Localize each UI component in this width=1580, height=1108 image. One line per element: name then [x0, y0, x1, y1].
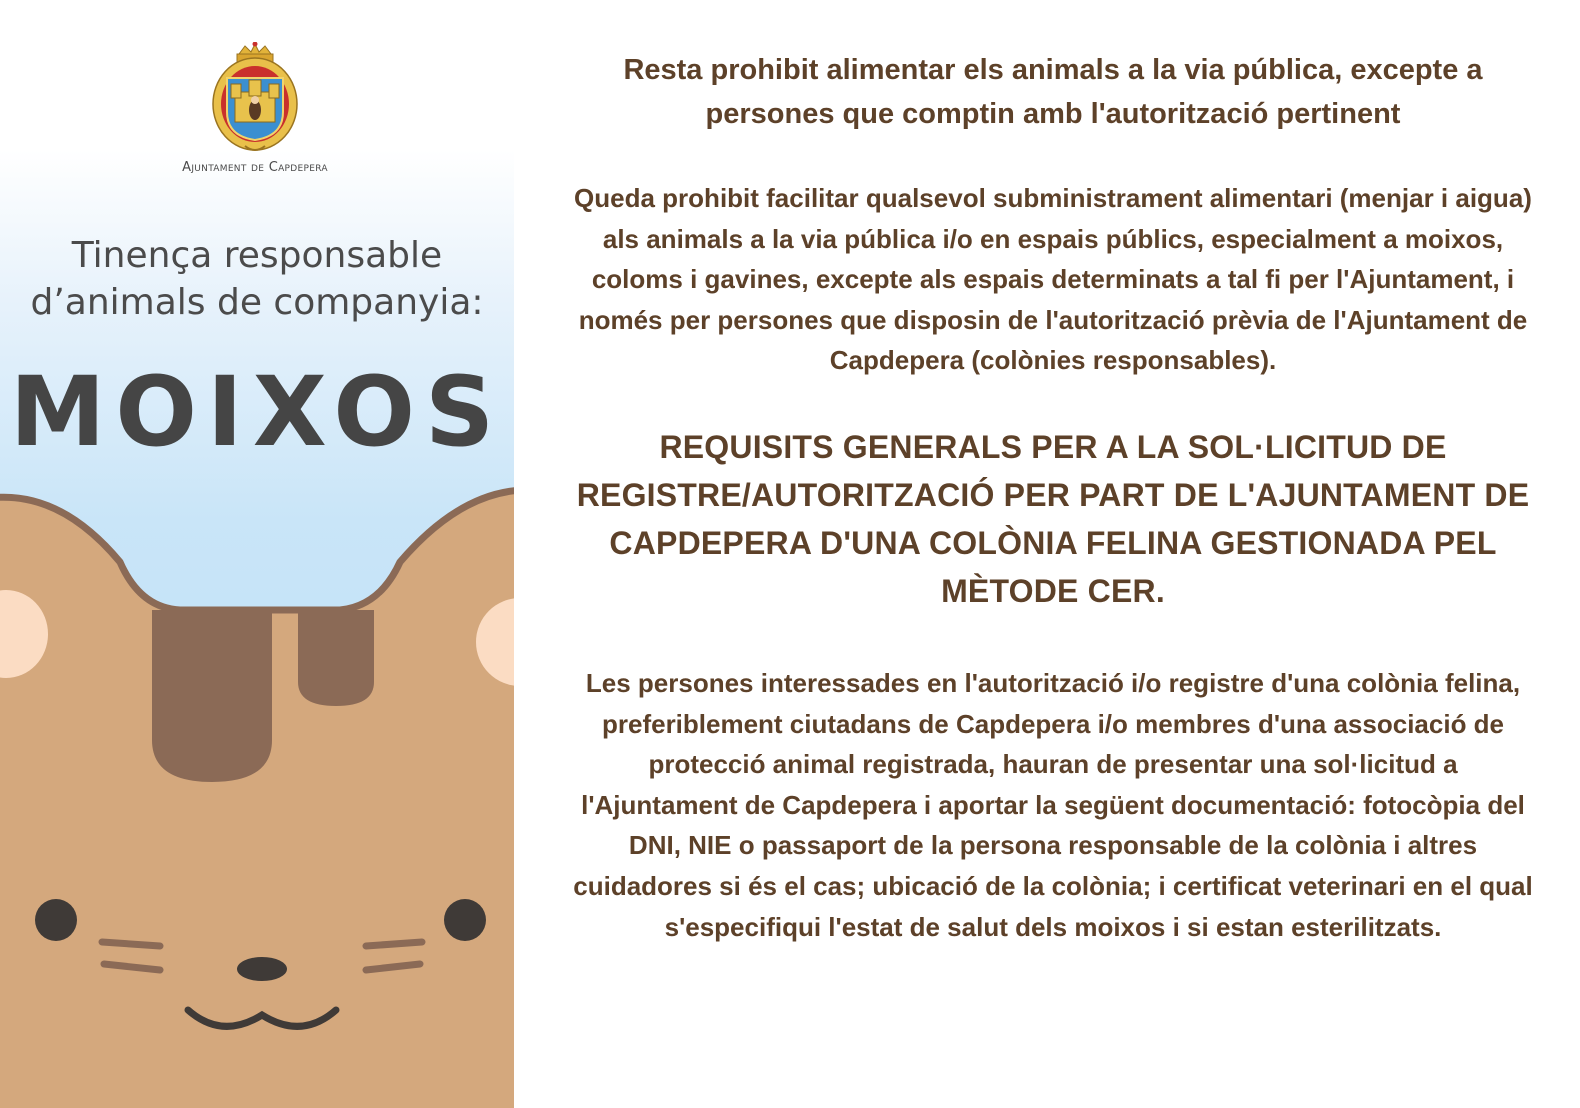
subtitle-line-2: d’animals de companyia: — [30, 282, 484, 323]
prohibition-paragraph: Queda prohibit facilitar qualsevol subministrament alimentari (menjar i aigua) als animals a la via pública i/o en espais públics, especialment a moixos, coloms i gavines, excepte als espais determinats a tal fi per l'Ajuntament, i només per persones que disposin de l'autorització prèvia de l'Ajuntament de Capdepera (colònies responsables). — [574, 183, 1532, 376]
requirements-heading: REQUISITS GENERALS PER A LA SOL·LICITUD DE REGISTRE/AUTORITZACIÓ PER PART DE L'AJUNTAMENT DE CAPDEPERA D'UNA COLÒNIA FELINA GESTIONADA PEL MÈTODE CER. — [576, 428, 1530, 609]
left-panel — [0, 0, 514, 1108]
lead-statement: Resta prohibit alimentar els animals a la via pública, excepte a persones que comptin amb l'autorització pertinent — [623, 54, 1483, 130]
left-eye-icon — [35, 899, 77, 941]
forehead-stripe-large — [152, 610, 272, 782]
forehead-stripe-small — [298, 610, 374, 706]
page-title: MOIXOS — [9, 356, 505, 468]
subtitle — [0, 232, 514, 326]
main-content — [570, 48, 1536, 947]
requirements-paragraph: Les persones interessades en l'autorització i/o registre d'una colònia felina, preferiblement ciutadans de Capdepera i/o membres d'una associació de protecció animal registrada, hauran de presentar una sol·licitud a l'Ajuntament de Capdepera i aportar la següent documentació: fotocòpia del DNI, NIE o passaport de la persona responsable de la colònia i altres cuidadores si és el cas; ubicació de la colònia; i certificat veterinari en el qual s'especifiqui l'estat de salut dels moixos i si estan esterilitzats. — [573, 667, 1533, 942]
right-eye-icon — [444, 899, 486, 941]
subtitle-line-1: Tinença responsable — [71, 235, 443, 276]
cat-face-illustration — [0, 470, 514, 1108]
nose-icon — [237, 957, 287, 981]
coat-of-arms-icon — [135, 42, 375, 160]
logo-caption: Ajuntament de Capdepera — [182, 160, 328, 175]
municipal-logo — [135, 42, 375, 182]
